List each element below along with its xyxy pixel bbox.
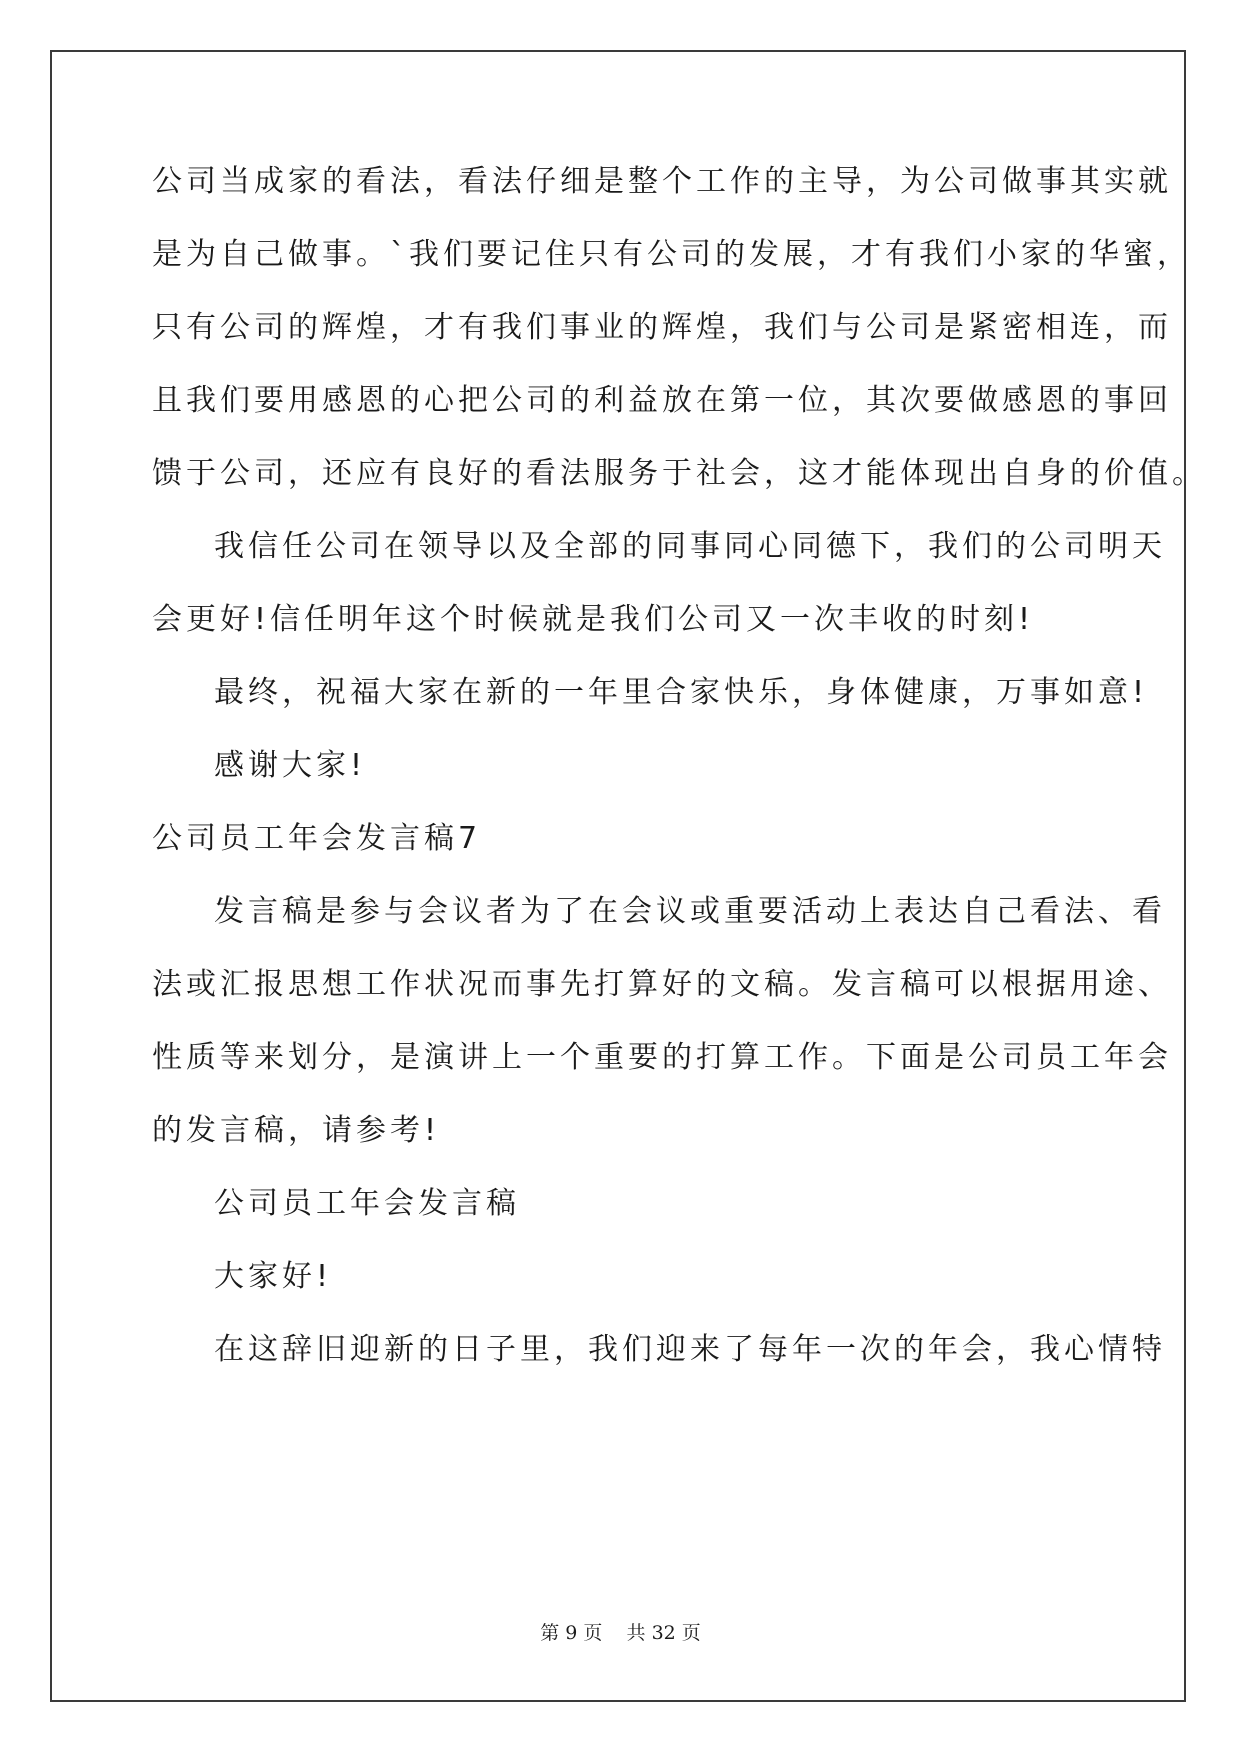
speech-title: 公司员工年会发言稿	[214, 1186, 520, 1221]
page-total: 共 32 页	[626, 1622, 701, 1644]
body-line-4: 且我们要用感恩的心把公司的利益放在第一位，其次要做感恩的事回	[152, 383, 1172, 418]
greeting: 大家好!	[214, 1259, 333, 1294]
body-line-5: 馈于公司，还应有良好的看法服务于社会，这才能体现出自身的价值。	[152, 456, 1206, 491]
body-line-12: 法或汇报思想工作状况而事先打算好的文稿。发言稿可以根据用途、	[152, 967, 1172, 1002]
body-line-9: 感谢大家!	[214, 748, 367, 783]
body-line-1: 公司当成家的看法，看法仔细是整个工作的主导，为公司做事其实就	[152, 164, 1172, 199]
body-line-17: 在这辞旧迎新的日子里，我们迎来了每年一次的年会，我心情特	[214, 1332, 1166, 1367]
body-line-8: 最终，祝福大家在新的一年里合家快乐，身体健康，万事如意!	[214, 675, 1149, 710]
body-line-13: 性质等来划分，是演讲上一个重要的打算工作。下面是公司员工年会	[152, 1040, 1172, 1075]
page-number: 第 9 页	[540, 1622, 603, 1644]
page-border	[50, 50, 1186, 1702]
body-line-2: 是为自己做事。`我们要记住只有公司的发展，才有我们小家的华蜜，	[152, 237, 1191, 272]
page-footer	[0, 1618, 1241, 1645]
section-heading: 公司员工年会发言稿7	[152, 821, 482, 856]
body-line-6: 我信任公司在领导以及全部的同事同心同德下，我们的公司明天	[214, 529, 1166, 564]
body-line-14: 的发言稿，请参考!	[152, 1113, 441, 1148]
body-line-3: 只有公司的辉煌，才有我们事业的辉煌，我们与公司是紧密相连，而	[152, 310, 1172, 345]
body-line-7: 会更好!信任明年这个时候就是我们公司又一次丰收的时刻!	[152, 602, 1035, 637]
body-line-11: 发言稿是参与会议者为了在会议或重要活动上表达自己看法、看	[214, 894, 1166, 929]
